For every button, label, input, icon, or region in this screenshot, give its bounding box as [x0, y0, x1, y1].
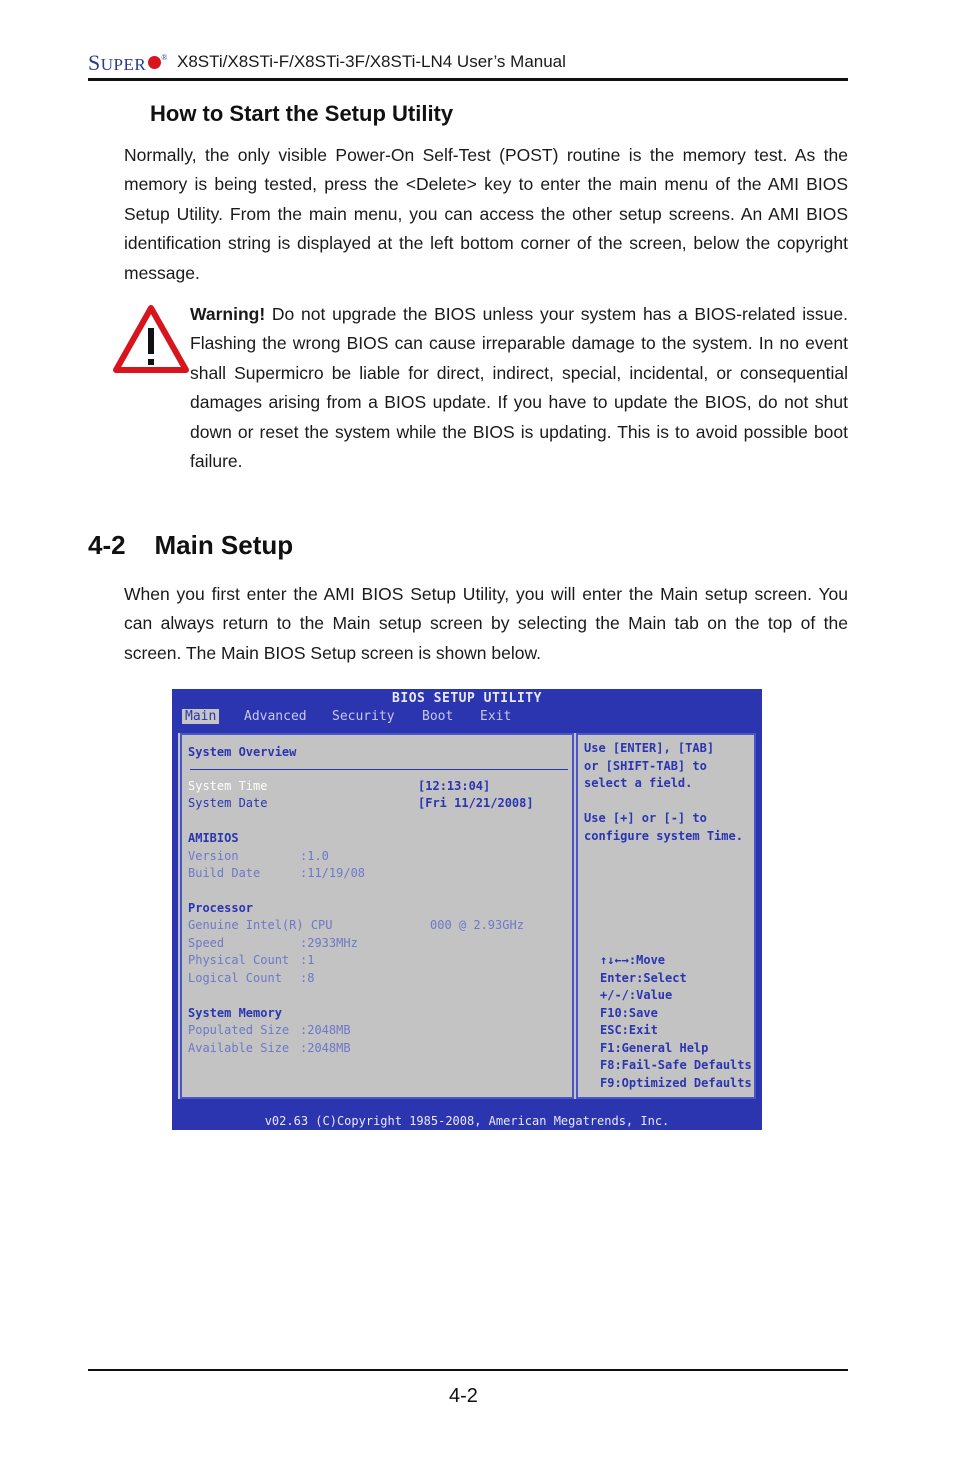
help-line: select a field.: [584, 776, 693, 790]
tab-main[interactable]: Main: [182, 709, 219, 724]
key-hint-help: F1:General Help: [600, 1041, 709, 1055]
key-hint-value: +/-/:Value: [600, 988, 673, 1002]
tab-advanced[interactable]: Advanced: [244, 709, 307, 724]
amibios-title: AMIBIOS: [188, 831, 239, 845]
section-heading: How to Start the Setup Utility: [150, 101, 454, 126]
system-memory-title: System Memory: [188, 1006, 282, 1020]
supermicro-logo: SUPER ®: [88, 50, 168, 75]
warning-text: Do not upgrade the BIOS unless your system has a BIOS-related issue. Flashing the wrong BIOS can cause irreparable damage to the system. In no event shall Supermicro be liable for direct, indirect, special, incidental, or consequential damages arising from a BIOS update. If you have to update the BIOS, do not shut down or reset the system while the BIOS is updating. This is to avoid possible boot failure.: [190, 304, 848, 472]
cpu-label: Genuine Intel(R) CPU: [188, 918, 333, 932]
bios-settings-pane: [180, 733, 574, 1099]
version-label: Version: [188, 849, 239, 863]
bios-screenshot: [172, 689, 762, 1130]
key-hint-select: Enter:Select: [600, 971, 687, 985]
available-size-value: :2048MB: [300, 1041, 351, 1055]
help-line: configure system Time.: [584, 829, 743, 843]
physical-count-label: Physical Count: [188, 953, 290, 967]
section-body: Normally, the only visible Power-On Self-Test (POST) routine is the memory test. As the memory is being tested, press the <Delete> key to enter the main menu of the AMI BIOS Setup Utility. From the main menu, you can access the other setup screens. An AMI BIOS identification string is displayed at the left bottom corner of the screen, below the copyright message.: [124, 145, 848, 283]
overview-title: System Overview: [188, 745, 297, 759]
system-date-label[interactable]: System Date: [188, 796, 268, 810]
chapter-body: When you first enter the AMI BIOS Setup Utility, you will enter the Main setup screen. You can always return to the Main setup screen by selecting the Main tab on the top of the screen. The Main BIOS Setup screen is shown below.: [124, 584, 848, 663]
logical-count-label: Logical Count: [188, 971, 282, 985]
key-hint-failsafe: F8:Fail-Safe Defaults: [600, 1058, 752, 1072]
warning-note: [190, 300, 848, 476]
system-time-label[interactable]: System Time: [188, 779, 268, 793]
key-hint-optimized: F9:Optimized Defaults: [600, 1076, 752, 1090]
bios-help-pane: [576, 733, 756, 1099]
populated-size-label: Populated Size: [188, 1023, 290, 1037]
logical-count-value: :8: [300, 971, 315, 985]
key-hint-exit: ESC:Exit: [600, 1023, 658, 1037]
build-date-value: :11/19/08: [300, 866, 366, 880]
available-size-label: Available Size: [188, 1041, 290, 1055]
version-value: :1.0: [300, 849, 329, 863]
page-number: 4-2: [449, 1385, 478, 1407]
system-date-value[interactable]: [Fri 11/21/2008]: [418, 796, 534, 810]
warning-label: Warning!: [190, 304, 266, 324]
populated-size-value: :2048MB: [300, 1023, 351, 1037]
processor-title: Processor: [188, 901, 254, 915]
help-line: Use [ENTER], [TAB]: [584, 741, 715, 755]
bios-copyright: v02.63 (C)Copyright 1985-2008, American Megatrends, Inc.: [264, 1114, 670, 1128]
tab-boot[interactable]: Boot: [422, 709, 454, 724]
key-hint-save: F10:Save: [600, 1006, 658, 1020]
tab-exit[interactable]: Exit: [480, 709, 512, 724]
key-hint-move: ↑↓←→:Move: [600, 953, 666, 967]
chapter-heading: 4-2 Main Setup: [88, 530, 294, 560]
page-header: [88, 44, 848, 80]
manual-title: X8STi/X8STi-F/X8STi-3F/X8STi-LN4 User’s Manual: [177, 52, 566, 71]
footer-rule: [88, 1369, 848, 1371]
warning-triangle-icon: [113, 304, 189, 374]
cpu-value: 000 @ 2.93GHz: [430, 918, 524, 932]
overview-divider: [190, 769, 568, 770]
bios-title: BIOS SETUP UTILITY: [392, 691, 542, 706]
help-line: Use [+] or [-] to: [584, 811, 707, 825]
speed-value: :2933MHz: [300, 936, 358, 950]
help-line: or [SHIFT-TAB] to: [584, 759, 707, 773]
tab-security[interactable]: Security: [332, 709, 395, 724]
header-rule: [88, 78, 848, 81]
logo-dot-icon: [148, 56, 161, 69]
speed-label: Speed: [188, 936, 225, 950]
system-time-value[interactable]: [12:13:04]: [418, 779, 491, 793]
physical-count-value: :1: [300, 953, 315, 967]
bios-main-panel: [176, 731, 758, 1101]
build-date-label: Build Date: [188, 866, 261, 880]
